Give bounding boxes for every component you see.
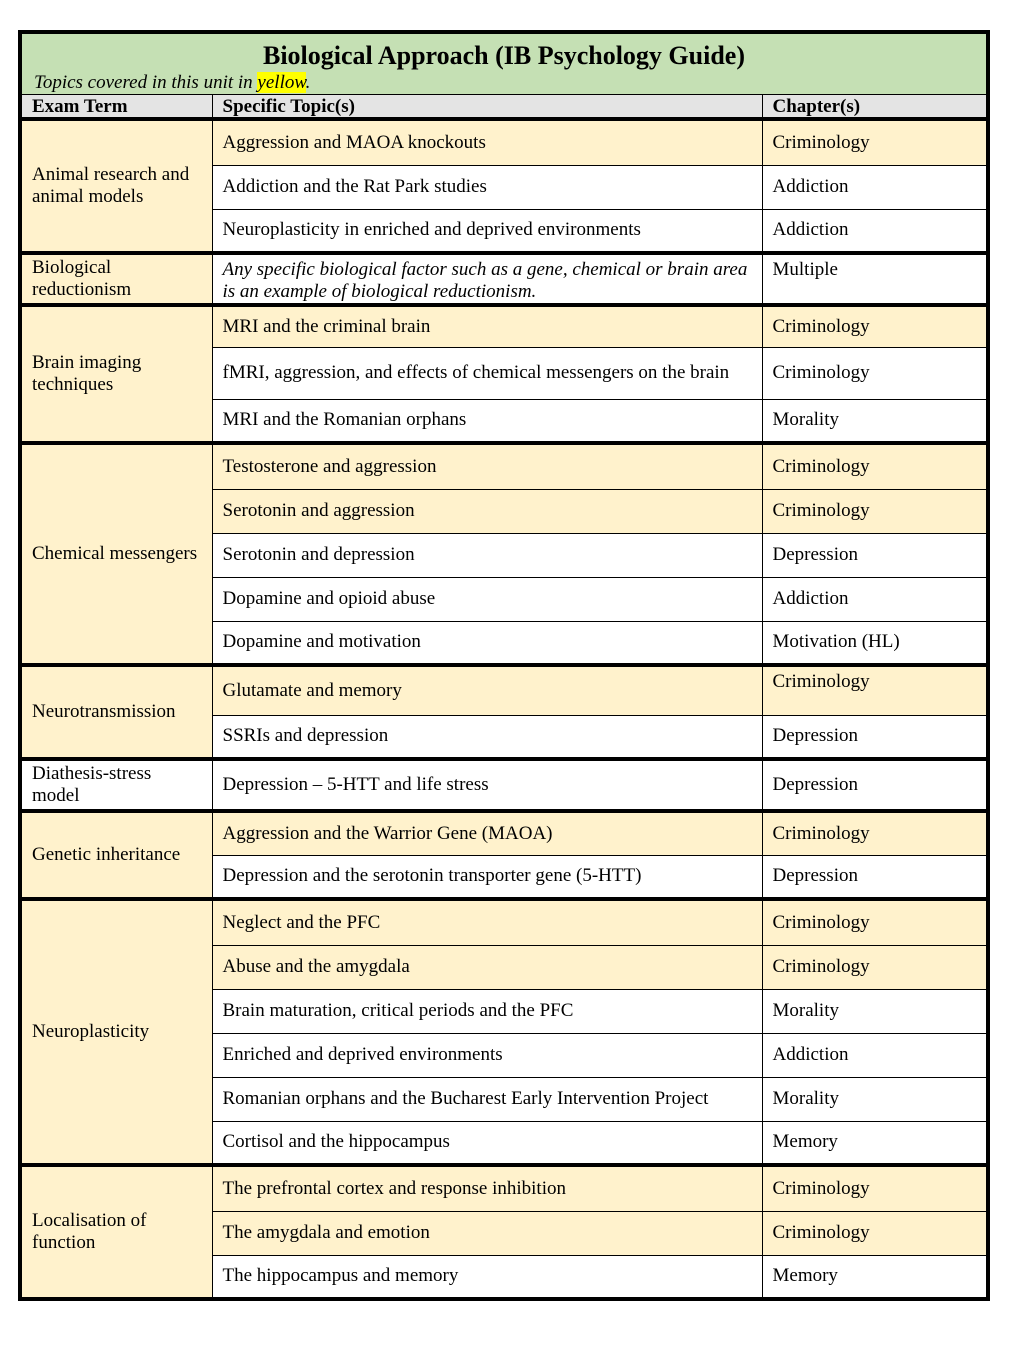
table-row (20, 665, 988, 715)
specific-topic-cell: SSRIs and depression (212, 715, 762, 759)
specific-topic-cell: Depression – 5-HTT and life stress (212, 759, 762, 811)
specific-topic-cell: The prefrontal cortex and response inhibition (212, 1165, 762, 1211)
topics-table (18, 30, 990, 1301)
chapter-cell: Criminology (762, 489, 988, 533)
specific-topic-cell: Dopamine and opioid abuse (212, 577, 762, 621)
chapter-cell: Addiction (762, 1033, 988, 1077)
chapter-cell: Addiction (762, 577, 988, 621)
chapter-cell: Memory (762, 1121, 988, 1165)
chapter-cell: Morality (762, 989, 988, 1033)
chapter-cell: Criminology (762, 665, 988, 715)
subtitle-suffix: . (305, 72, 311, 93)
chapter-cell: Depression (762, 715, 988, 759)
specific-topic-cell: Any specific biological factor such as a gene, chemical or brain area is an example of biological reductionism. (212, 253, 762, 305)
chapter-cell: Motivation (HL) (762, 621, 988, 665)
chapter-cell: Multiple (762, 253, 988, 305)
specific-topic-cell: Testosterone and aggression (212, 443, 762, 489)
specific-topic-cell: Brain maturation, critical periods and the PFC (212, 989, 762, 1033)
specific-topic-cell: fMRI, aggression, and effects of chemical messengers on the brain (212, 347, 762, 399)
exam-term-cell: Animal research and animal models (20, 119, 212, 253)
subtitle-prefix: Topics covered in this unit in (34, 72, 258, 93)
specific-topic-cell: Enriched and deprived environments (212, 1033, 762, 1077)
exam-term-cell: Chemical messengers (20, 443, 212, 665)
specific-topic-cell: MRI and the Romanian orphans (212, 399, 762, 443)
chapter-cell: Criminology (762, 119, 988, 165)
document-subtitle (32, 72, 976, 94)
title-cell (20, 32, 988, 95)
table-row (20, 443, 988, 489)
table-row (20, 1165, 988, 1211)
specific-topic-cell: Dopamine and motivation (212, 621, 762, 665)
column-header-exam-term: Exam Term (20, 95, 212, 120)
exam-term-cell: Brain imaging techniques (20, 305, 212, 443)
column-header-row (20, 95, 988, 120)
specific-topic-cell: Cortisol and the hippocampus (212, 1121, 762, 1165)
specific-topic-cell: Romanian orphans and the Bucharest Early Intervention Project (212, 1077, 762, 1121)
specific-topic-cell: The hippocampus and memory (212, 1255, 762, 1299)
table-row (20, 305, 988, 347)
specific-topic-cell: Aggression and the Warrior Gene (MAOA) (212, 811, 762, 855)
chapter-cell: Criminology (762, 305, 988, 347)
specific-topic-cell: Neuroplasticity in enriched and deprived environments (212, 209, 762, 253)
specific-topic-cell: Depression and the serotonin transporter gene (5-HTT) (212, 855, 762, 899)
chapter-cell: Criminology (762, 1211, 988, 1255)
chapter-cell: Morality (762, 399, 988, 443)
specific-topic-cell: Addiction and the Rat Park studies (212, 165, 762, 209)
exam-term-cell: Genetic inheritance (20, 811, 212, 899)
chapter-cell: Depression (762, 533, 988, 577)
chapter-cell: Morality (762, 1077, 988, 1121)
document-title: Biological Approach (IB Psychology Guide) (262, 41, 745, 70)
table-row (20, 759, 988, 811)
column-header-chapters: Chapter(s) (762, 95, 988, 120)
subtitle-highlight: yellow (257, 72, 306, 93)
specific-topic-cell: MRI and the criminal brain (212, 305, 762, 347)
exam-term-cell: Diathesis-stress model (20, 759, 212, 811)
chapter-cell: Criminology (762, 899, 988, 945)
title-row (20, 32, 988, 95)
specific-topic-cell: Neglect and the PFC (212, 899, 762, 945)
chapter-cell: Criminology (762, 1165, 988, 1211)
chapter-cell: Addiction (762, 209, 988, 253)
chapter-cell: Criminology (762, 945, 988, 989)
chapter-cell: Depression (762, 855, 988, 899)
specific-topic-cell: The amygdala and emotion (212, 1211, 762, 1255)
table-row (20, 119, 988, 165)
chapter-cell: Depression (762, 759, 988, 811)
table-row (20, 811, 988, 855)
specific-topic-cell: Aggression and MAOA knockouts (212, 119, 762, 165)
chapter-cell: Memory (762, 1255, 988, 1299)
chapter-cell: Addiction (762, 165, 988, 209)
chapter-cell: Criminology (762, 347, 988, 399)
exam-term-cell: Biological reductionism (20, 253, 212, 305)
column-header-specific-topics: Specific Topic(s) (212, 95, 762, 120)
exam-term-cell: Localisation of function (20, 1165, 212, 1299)
specific-topic-cell: Serotonin and aggression (212, 489, 762, 533)
exam-term-cell: Neurotransmission (20, 665, 212, 759)
table-row (20, 253, 988, 305)
table-row (20, 899, 988, 945)
chapter-cell: Criminology (762, 811, 988, 855)
specific-topic-cell: Abuse and the amygdala (212, 945, 762, 989)
specific-topic-cell: Glutamate and memory (212, 665, 762, 715)
exam-term-cell: Neuroplasticity (20, 899, 212, 1165)
specific-topic-cell: Serotonin and depression (212, 533, 762, 577)
chapter-cell: Criminology (762, 443, 988, 489)
